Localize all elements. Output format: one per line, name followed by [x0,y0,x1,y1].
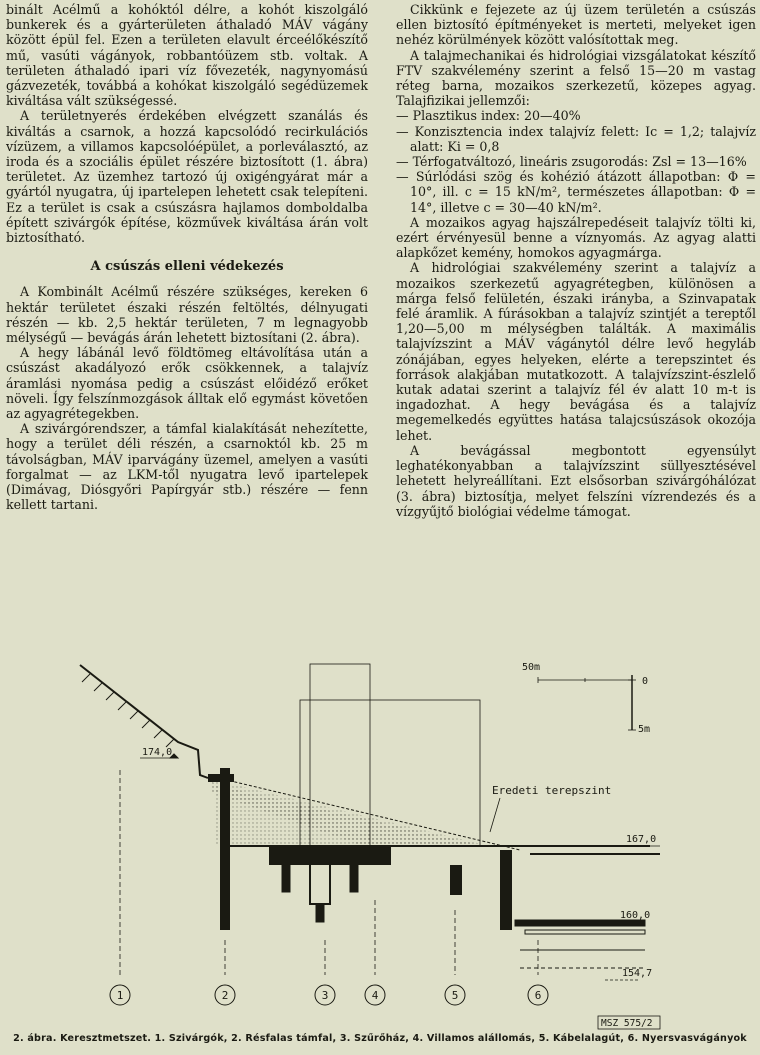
cross-section-drawing [60,650,760,1030]
paragraph: A bevágással megbontott egyensúlyt leghatékonyabban a talajvízszint süllyesztésével lehetett helyreállítani. Ezt elsősorban szivárgóhálózat (3. ábra) biztosítja, melyet felszíni vízrendezés és a vízgyűjtő biológiai védelme támogat. [396,442,756,519]
elevation-label: 167,0 [626,834,657,845]
list-item: — Súrlódási szög és kohézió átázott állapotban: Φ = 10°, ill. c = 15 kN/m², természetes állapotban: Φ = 14°, illetve c = 30—40 kN/m². [396,169,756,215]
elevation-label: 154,7 [622,968,653,979]
standard-stamp: MSZ 575/2 [601,1018,653,1029]
paragraph: A hidrológiai szakvélemény szerint a talajvíz a mozaikos szerkezetű agyagrétegben, különösen a márga felső felületén, északi irányba, a Szinvapatak felé áramlik. A fúrásokban a talajvíz szintjét a tereptől 1,20—5,00 m mélységben találták. A maximális talajvízszint a MÁV vágánytól délre levő hegyláb zónájában, egyes helyeken, elérte a terepszintet és források alakjában mutatkozott. A talajvízszint-észlelő kutak adatai szerint a talajvíz fél év alatt 10 m-t is ingadozhat. A hegy bevágása és a talajvíz megemelkedés együttes hatása talajcsúszások okozója lehet. [396,260,756,443]
section-heading: A csúszás elleni védekezés [90,259,284,275]
soil-properties-list [396,108,756,214]
paragraph: A területnyerés érdekében elvégzett szanálás és kiváltás a csarnok, a hozzá kapcsolódó recirkulációs vízüzem, a villamos kapcsolóépület, a porleválasztó, az iroda és a szociális épület részére biztosított (1. ábra) területet. Az üzemhez tartozó új oxigéngyárat már a gyártól nyugatra, új ipartelepen lehetett csak telepíteni. Ez a terület is csak a csúszásra hajlamos domboldalba épített szivárgók építése, közművek kiváltása árán volt biztosítható. [6,108,368,246]
right-column [396,2,756,519]
rail-tracks [515,920,645,968]
marker-label: 2 [221,989,229,1002]
marker-circles [110,985,548,1005]
marker-label: 5 [451,989,459,1002]
figure-caption: 2. ábra. Keresztmetszet. 1. Szivárgók, 2. Résfalas támfal, 3. Szűrőház, 4. Villamos alállomás, 5. Kábelalagút, 6. Nyersvasvágányok [13,1033,747,1044]
scale-bar [538,675,636,730]
paragraph: A hegy lábánál levő földtömeg eltávolítása után a csúszást akadályozó erők csökkennek, a talajvíz áramlási nyomása pedig a csúszást előidéző erőket növeli. Így felszínmozgások álltak elő egymást követően az agyagrétegekben. [6,345,368,422]
marker-label: 3 [321,989,329,1002]
marker-label: 4 [371,989,379,1002]
retaining-wall [220,768,230,930]
cable-tunnel [450,865,462,895]
paragraph: A mozaikos agyag hajszálrepedéseit talajvíz tölti ki, ezért érvényesül benne a víznyomás. Az agyag alatti alapkőzet kemény, homokos agyagmárga. [396,214,756,261]
paragraph: binált Acélmű a kohóktól délre, a kohót kiszolgáló bunkerek és a gyárterületen áthaladó MÁV vágány között épül fel. Ezen a területen elavult érceélőkészítő mű, vasúti vágányok, robbantóüzem stb. voltak. A területen áthaladó ipari víz fővezeték, nagynyomású gázvezeték, továbbá a kohókat kiszolgáló segédüzemek kiváltása vált szükségessé. [6,2,368,109]
cross-section-figure [60,650,760,1030]
terrain-label: Eredeti terepszint [492,784,612,797]
scale-horizontal-label: 50m [522,662,541,673]
hillside [80,665,208,778]
scale-vertical-top-label: 0 [642,676,649,687]
scale-vertical-bottom-label: 5m [638,724,651,735]
paragraph: A talajmechanikai és hidrológiai vizsgálatokat készítő FTV szakvélemény szerint a felső 15—20 m vastag réteg barna, mozaikos szerkezetű, közepes agyag. Talajfizikai jellemzői: [396,47,756,109]
paragraph: Cikkünk e fejezete az új üzem területén a csúszás ellen biztosító építményeket is merteti, melyeket igen nehéz körülmények között valósítottak meg. [396,2,756,48]
list-item: — Plasztikus index: 20—40% [396,108,581,124]
list-item: — Konzisztencia index talajvíz felett: Ic = 1,2; talajvíz alatt: Ki = 0,8 [396,123,756,154]
marker-label: 6 [534,989,542,1002]
paragraph: A Kombinált Acélmű részére szükséges, kereken 6 hektár területet északi részén feltöltés, délnyugati részén — kb. 2,5 hektár területen, 7 m legnagyobb mélységű — bevágás árán lehetett biztosítani (2. ábra). [6,284,368,346]
elevation-label: 160,0 [620,910,651,921]
paragraph: A szivárgórendszer, a támfal kialakítását nehezítette, hogy a terület déli részén, a csarnoktól kb. 25 m távolságban, MÁV iparvágány üzemel, amelyen a vasúti forgalmat — az LKM-től nyugatra levő ipartelepek (Dimávag, Diósgyőri Papírgyár stb.) részére — fenn kellett tartani. [6,421,368,513]
left-column [6,2,368,513]
marker-label: 1 [116,989,124,1002]
list-item: — Térfogatváltozó, lineáris zsugorodás: Zsl = 13—16% [396,154,747,170]
elevation-label: 174,0 [142,747,173,758]
filter-house [270,846,390,922]
